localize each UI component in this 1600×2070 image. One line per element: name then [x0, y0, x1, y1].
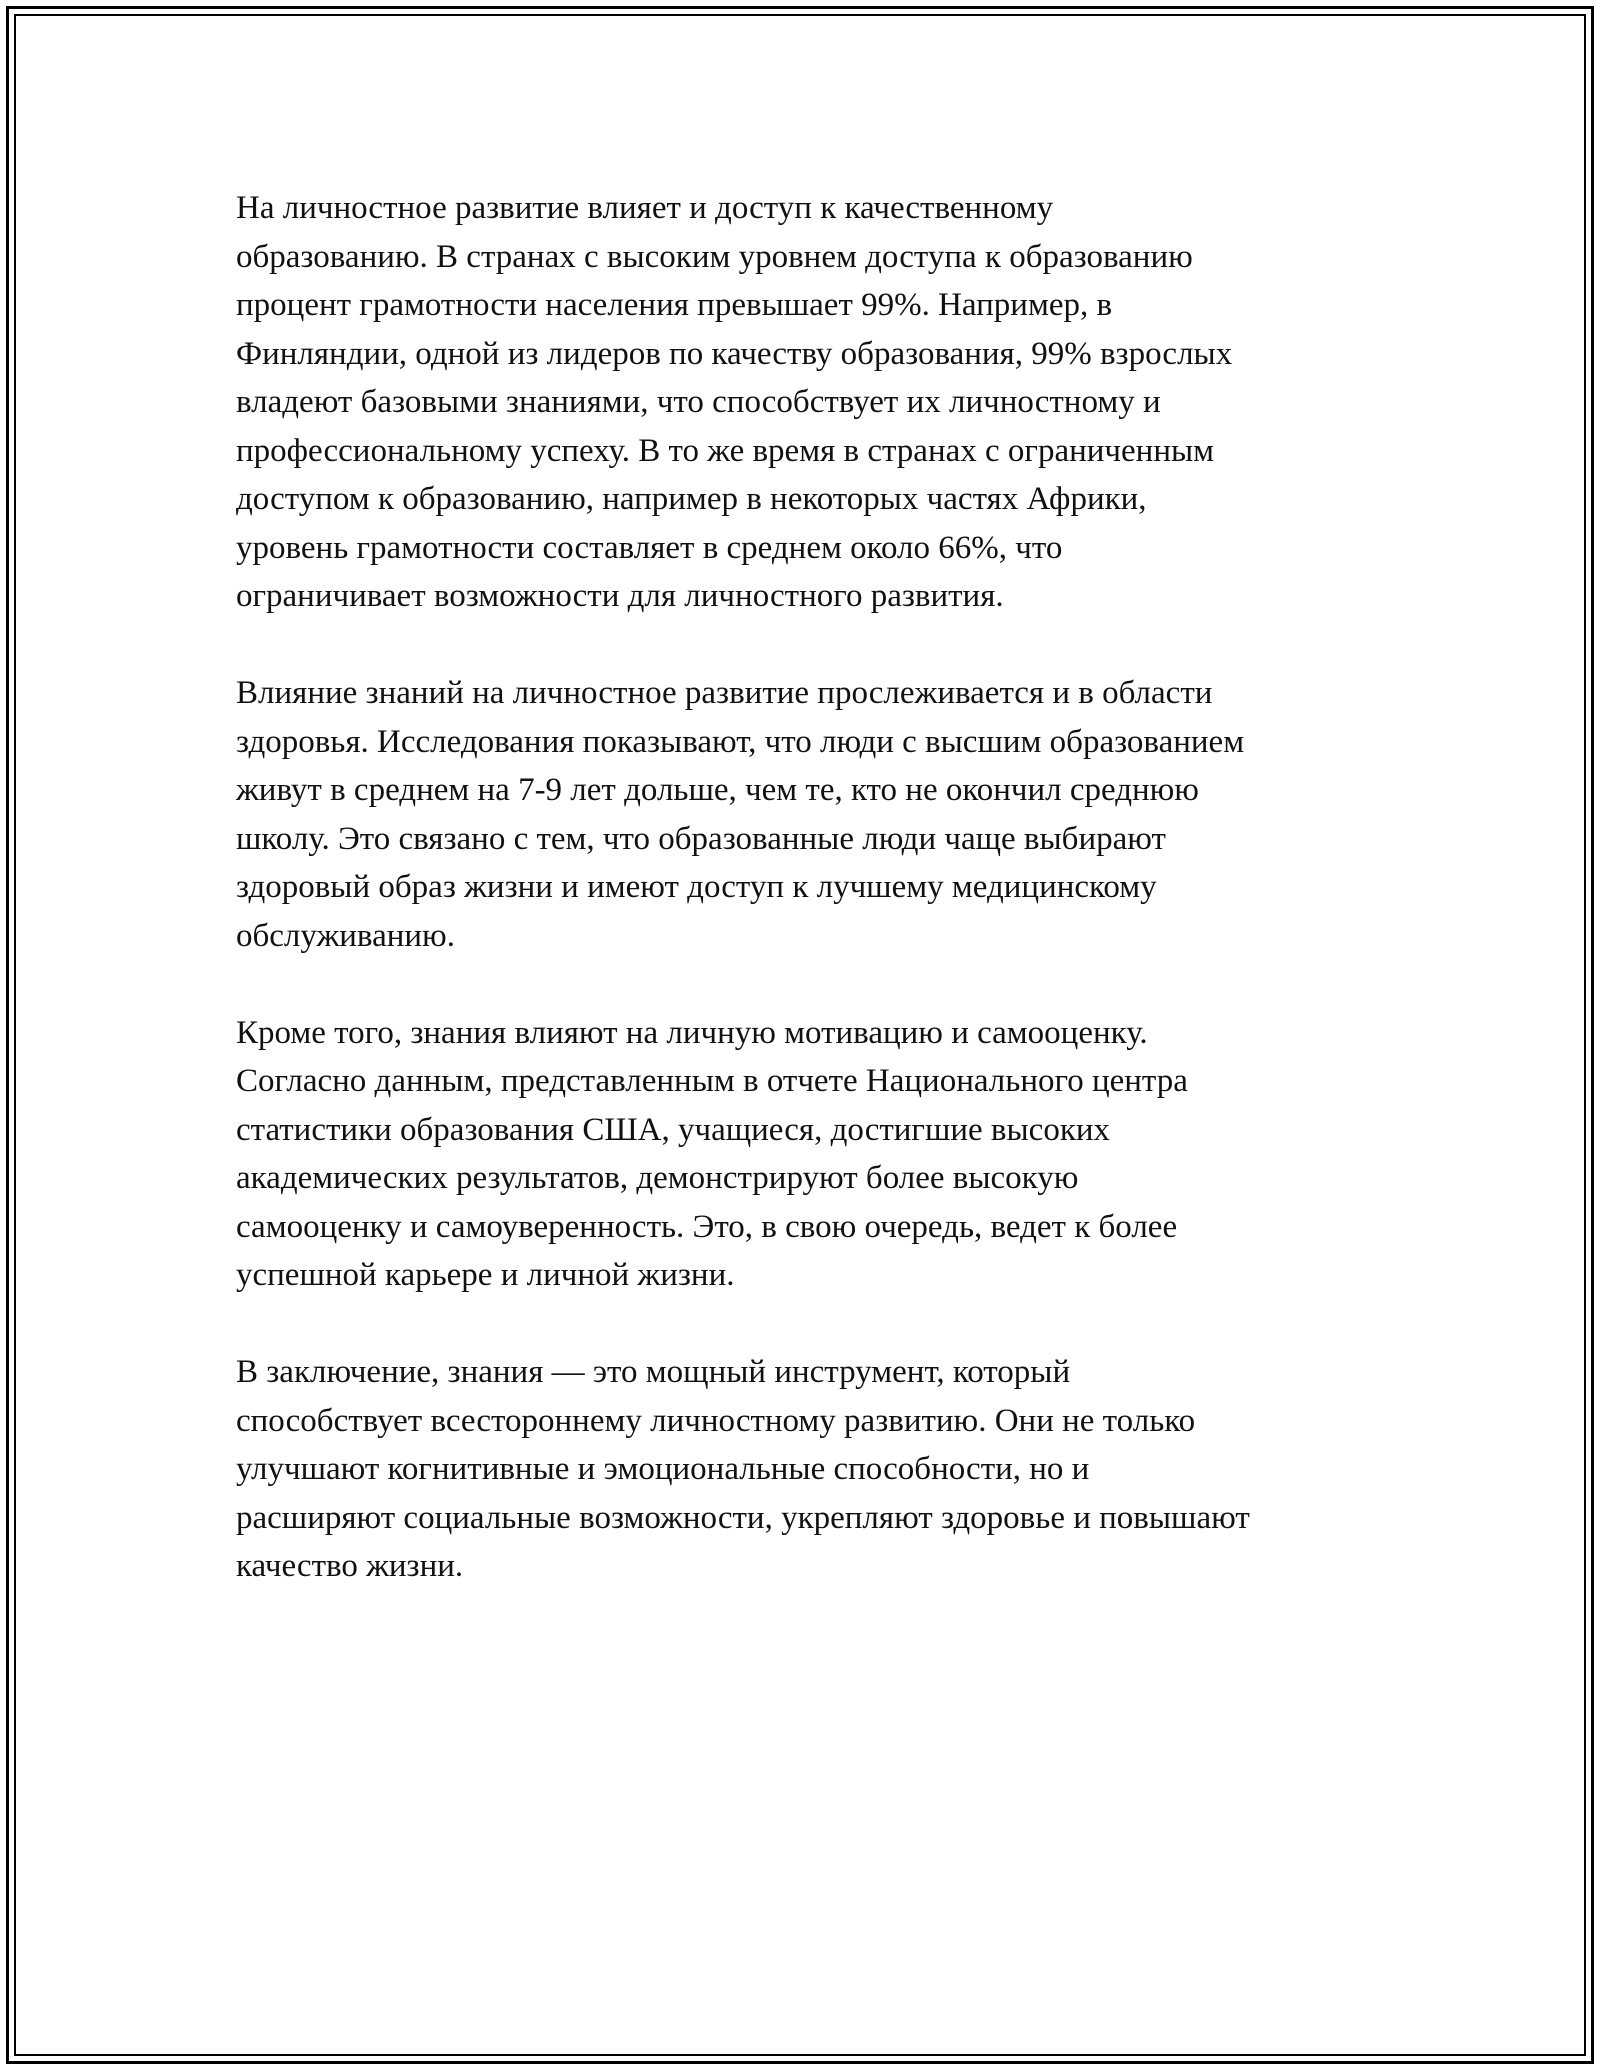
paragraph-health: Влияние знаний на личностное развитие прослеживается и в области здоровья. Исследования показывают, что люди с высшим образованием живут в среднем на 7-9 лет дольше, чем те, кто не окончил среднюю школу. Это связано с тем, что образованные люди чаще выбирают здоровый образ жизни и имеют доступ к лучшему медицинскому обслуживанию.: [236, 675, 1245, 954]
paragraph-conclusion: В заключение, знания — это мощный инструмент, который способствует всестороннему личностному развитию. Они не только улучшают когнитивные и эмоциональные способности, но и расширяют социальные возможности, укрепляют здоровье и повышают качество жизни.: [236, 1354, 1250, 1584]
document-body: [236, 184, 1376, 1639]
paragraph-motivation: Кроме того, знания влияют на личную мотивацию и самооценку. Согласно данным, представленным в отчете Национального центра статистики образования США, учащиеся, достигшие высоких академических результатов, демонстрируют более высокую самооценку и самоуверенность. Это, в свою очередь, ведет к более успешной карьере и личной жизни.: [236, 1014, 1188, 1293]
paragraph-education-access: На личностное развитие влияет и доступ к качественному образованию. В странах с высоким уровнем доступа к образованию процент грамотности населения превышает 99%. Например, в Финляндии, одной из лидеров по качеству образования, 99% взрослых владеют базовыми знаниями, что способствует их личностному и профессиональному успеху. В то же время в странах с ограниченным доступом к образованию, например в некоторых частях Африки, уровень грамотности составляет в среднем около 66%, что ограничивает возможности для личностного развития.: [236, 190, 1233, 614]
